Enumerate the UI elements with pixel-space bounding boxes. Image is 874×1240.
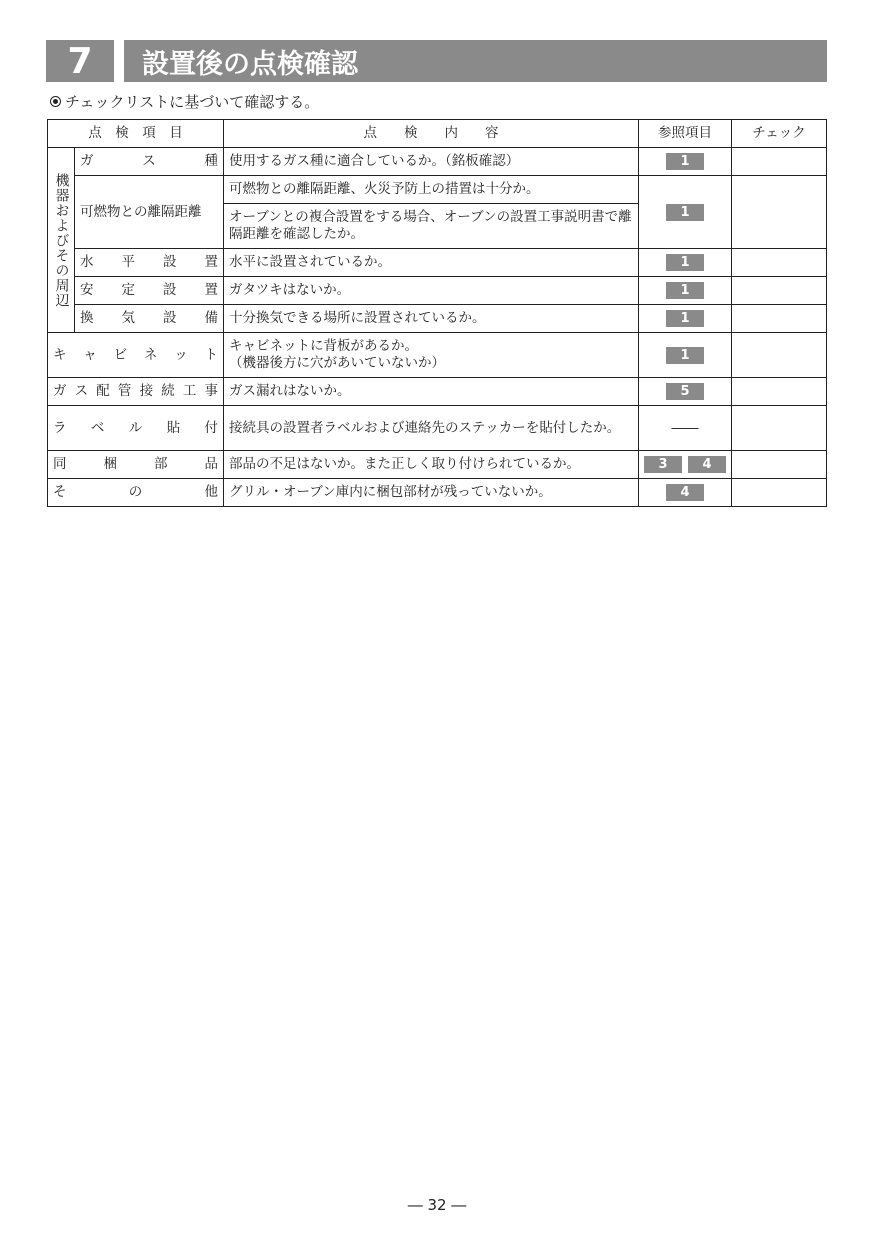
row-item: 水平設置 xyxy=(75,249,224,277)
row-item: 安定設置 xyxy=(75,277,224,305)
row-item: キャビネット xyxy=(48,333,224,378)
row-content: 使用するガス種に適合しているか。（銘板確認） xyxy=(224,148,639,176)
check-box[interactable] xyxy=(732,176,827,249)
row-content: 接続具の設置者ラベルおよび連絡先のステッカーを貼付したか。 xyxy=(224,406,639,451)
row-content: 可燃物との離隔距離、火災予防上の措置は十分か。 xyxy=(224,176,639,204)
header-check: チェック xyxy=(732,120,827,148)
ref-badge: 4 xyxy=(688,456,726,473)
check-box[interactable] xyxy=(732,277,827,305)
row-content: 水平に設置されているか。 xyxy=(224,249,639,277)
table-row xyxy=(48,333,827,378)
group-label: 機器およびその周辺 xyxy=(48,148,75,333)
ref-badge: 1 xyxy=(666,310,704,327)
chapter-number: 7 xyxy=(46,40,114,82)
row-item: ガス種 xyxy=(75,148,224,176)
check-box[interactable] xyxy=(732,406,827,451)
row-ref xyxy=(639,333,732,378)
ref-badge: 1 xyxy=(666,254,704,271)
row-item: 換気設備 xyxy=(75,305,224,333)
check-box[interactable] xyxy=(732,479,827,507)
chapter-title: 設置後の点検確認 xyxy=(124,40,827,82)
table-row xyxy=(48,406,827,451)
row-ref xyxy=(639,378,732,406)
ref-badge: 1 xyxy=(666,282,704,299)
check-box[interactable] xyxy=(732,333,827,378)
row-ref xyxy=(639,305,732,333)
row-item: その他 xyxy=(48,479,224,507)
ref-badge: 4 xyxy=(666,484,704,501)
table-row xyxy=(48,305,827,333)
check-box[interactable] xyxy=(732,148,827,176)
row-content: ガス漏れはないか。 xyxy=(224,378,639,406)
row-content-sub: オーブンとの複合設置をする場合、オーブンの設置工事説明書で離隔距離を確認したか。 xyxy=(224,204,639,249)
row-content: 部品の不足はないか。また正しく取り付けられているか。 xyxy=(224,451,639,479)
table-row xyxy=(48,378,827,406)
row-ref xyxy=(639,249,732,277)
row-ref xyxy=(639,451,732,479)
row-content: 十分換気できる場所に設置されているか。 xyxy=(224,305,639,333)
row-item: 同梱部品 xyxy=(48,451,224,479)
row-content: ガタツキはないか。 xyxy=(224,277,639,305)
ref-badge: 3 xyxy=(644,456,682,473)
bullseye-bullet-icon xyxy=(50,96,61,107)
ref-badge: 1 xyxy=(666,204,704,221)
chapter-header xyxy=(46,40,827,82)
table-row xyxy=(48,479,827,507)
ref-badge: 5 xyxy=(666,383,704,400)
table-row xyxy=(48,249,827,277)
ref-badge: 1 xyxy=(666,347,704,364)
row-content: グリル・オーブン庫内に梱包部材が残っていないか。 xyxy=(224,479,639,507)
table-row xyxy=(48,148,827,176)
header-item: 点 検 項 目 xyxy=(48,120,224,148)
checklist-table xyxy=(47,119,827,507)
row-item: 可燃物との離隔距離 xyxy=(75,176,224,249)
check-box[interactable] xyxy=(732,249,827,277)
row-ref xyxy=(639,176,732,249)
table-row xyxy=(48,451,827,479)
check-box[interactable] xyxy=(732,451,827,479)
row-ref xyxy=(639,277,732,305)
row-item: ラベル貼付 xyxy=(48,406,224,451)
table-row xyxy=(48,176,827,204)
row-ref xyxy=(639,148,732,176)
header-ref: 参照項目 xyxy=(639,120,732,148)
row-item: ガス配管接続工事 xyxy=(48,378,224,406)
intro-line xyxy=(50,91,319,112)
row-ref-dash: ―― xyxy=(639,406,732,451)
check-box[interactable] xyxy=(732,378,827,406)
intro-text: チェックリストに基づいて確認する。 xyxy=(65,93,320,111)
table-header-row xyxy=(48,120,827,148)
row-ref xyxy=(639,479,732,507)
ref-badge: 1 xyxy=(666,153,704,170)
row-content: キャビネットに背板があるか。 （機器後方に穴があいていないか） xyxy=(224,333,639,378)
table-row xyxy=(48,277,827,305)
page-number: ― 32 ― xyxy=(407,1196,467,1214)
header-content: 点 検 内 容 xyxy=(224,120,639,148)
check-box[interactable] xyxy=(732,305,827,333)
